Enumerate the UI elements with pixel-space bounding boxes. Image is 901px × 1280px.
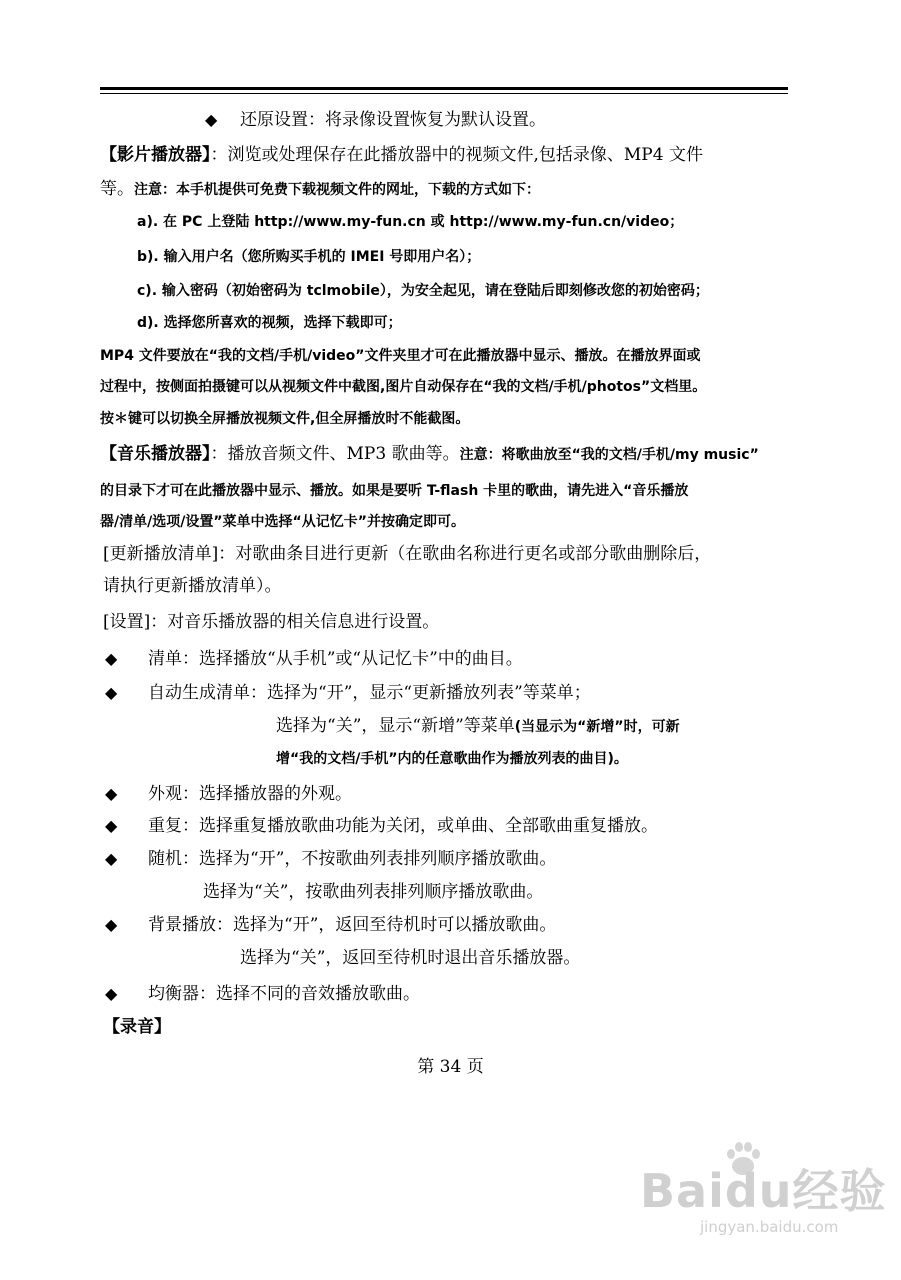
page-number: 第 34 页 <box>417 1057 484 1077</box>
text-line: 背景播放：选择为“开”，返回至待机时可以播放歌曲。 <box>148 915 557 935</box>
bullet-icon: ◆ <box>105 784 118 803</box>
text-line: 选择为“关”，按歌曲列表排列顺序播放歌曲。 <box>203 882 544 902</box>
text-line: 外观：选择播放器的外观。 <box>148 784 352 804</box>
text-line: [更新播放清单]：对歌曲条目进行更新（在歌曲名称进行更名或部分歌曲删除后， <box>103 544 712 564</box>
text-line: 的目录下才可在此播放器中显示、播放。如果是要听 T-flash 卡里的歌曲，请先进入“音乐播放 <box>100 483 689 499</box>
baidu-watermark-logo: Baidu经验 <box>640 1164 887 1218</box>
text-line: 均衡器：选择不同的音效播放歌曲。 <box>148 984 420 1004</box>
text-line: 器/清单/选项/设置”菜单中选择“从记忆卡”并按确定即可。 <box>100 514 465 530</box>
header-rule-thin <box>100 93 788 94</box>
bullet-icon: ◆ <box>205 110 218 129</box>
text-line: 按＊键可以切换全屏播放视频文件,但全屏播放时不能截图。 <box>100 411 470 427</box>
text-line: 请执行更新播放清单）。 <box>103 576 282 596</box>
text-line: [设置]：对音乐播放器的相关信息进行设置。 <box>103 612 440 632</box>
text-line: 还原设置：将录像设置恢复为默认设置。 <box>240 110 546 130</box>
bullet-icon: ◆ <box>105 849 118 868</box>
bullet-icon: ◆ <box>105 915 118 934</box>
text-line: a). 在 PC 上登陆 http://www.my-fun.cn 或 http://www.my-fun.cn/video； <box>137 214 684 230</box>
header-rule-thick <box>100 87 788 90</box>
bullet-icon: ◆ <box>105 649 118 668</box>
note-text: (当显示为“新增”时，可新 <box>514 719 680 735</box>
text-line: 清单：选择播放“从手机”或“从记忆卡”中的曲目。 <box>148 649 523 669</box>
note-text: 注意：本手机提供可免费下载视频文件的网址，下载的方式如下： <box>134 182 540 198</box>
bullet-icon: ◆ <box>105 816 118 835</box>
text-line: MP4 文件要放在“我的文档/手机/video”文件夹里才可在此播放器中显示、播放。在播放界面或 <box>100 348 701 364</box>
text-line: 【音乐播放器】：播放音频文件、MP3 歌曲等。注意：将歌曲放至“我的文档/手机/my music” <box>100 444 759 464</box>
section-heading: 【音乐播放器】 <box>100 444 211 464</box>
section-heading: 【录音】 <box>103 1017 171 1037</box>
text-line: 【影片播放器】：浏览或处理保存在此播放器中的视频文件,包括录像、MP4 文件 <box>100 145 703 165</box>
note-text: 注意：将歌曲放至“我的文档/手机/my music” <box>459 447 759 463</box>
text-line: 增“我的文档/手机”内的任意歌曲作为播放列表的曲目)。 <box>276 751 628 767</box>
bullet-icon: ◆ <box>105 984 118 1003</box>
text-line: 随机：选择为“开”，不按歌曲列表排列顺序播放歌曲。 <box>148 849 557 869</box>
baidu-watermark-url: jingyan.baidu.com <box>700 1218 839 1236</box>
text-line: 自动生成清单：选择为“开”，显示“更新播放列表”等菜单； <box>148 683 591 703</box>
text-line: 过程中，按侧面拍摄键可以从视频文件中截图,图片自动保存在“我的文档/手机/photos”文档里。 <box>100 379 707 395</box>
text-line: c). 输入密码（初始密码为 tclmobile），为安全起见，请在登陆后即刻修改您的初始密码； <box>137 283 709 299</box>
text-line: 等。注意：本手机提供可免费下载视频文件的网址，下载的方式如下： <box>100 179 540 199</box>
text-line: b). 输入用户名（您所购买手机的 IMEI 号即用户名）； <box>137 249 481 265</box>
bullet-icon: ◆ <box>105 683 118 702</box>
text-line: 选择为“关”，返回至待机时退出音乐播放器。 <box>240 948 581 968</box>
text-line: 选择为“关”，显示“新增”等菜单(当显示为“新增”时，可新 <box>276 716 680 736</box>
section-heading: 【影片播放器】 <box>100 145 211 165</box>
text-line: 重复：选择重复播放歌曲功能为关闭，或单曲、全部歌曲重复播放。 <box>148 816 658 836</box>
text-line: d). 选择您所喜欢的视频，选择下载即可； <box>137 315 402 331</box>
